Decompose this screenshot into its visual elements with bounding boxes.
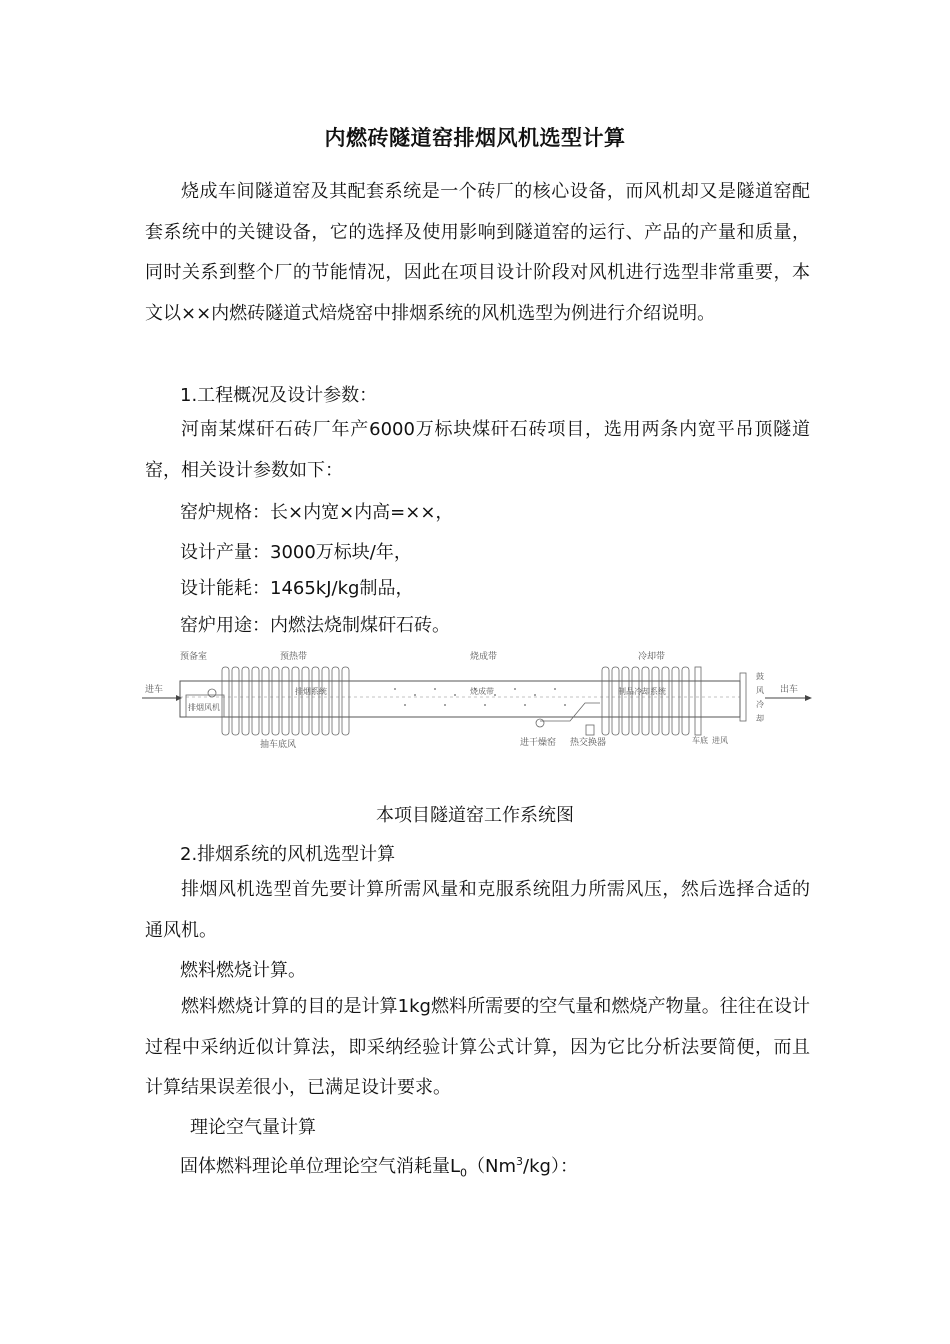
to-dryer-duct	[540, 703, 600, 721]
param-line: 设计能耗：1465kJ/kg制品，	[180, 578, 414, 599]
param-line: 窑炉规格：长×内宽×内高=××，	[180, 502, 454, 523]
fan-label: 排烟风机	[188, 703, 220, 712]
exit-arrowhead	[805, 695, 812, 701]
blower-label: 却	[756, 714, 764, 723]
preheat-ducts	[222, 667, 349, 735]
param-line: 设计产量：3000万标块/年，	[180, 542, 412, 563]
zone-label: 烧成带	[470, 652, 498, 662]
formula-line	[180, 1152, 578, 1180]
param-line: 窑炉用途：内燃法烧制煤矸石砖。	[180, 615, 450, 636]
bottom-air-label: 抽车底风	[260, 740, 297, 750]
formula-superscript: 3	[516, 1155, 524, 1168]
diagram-caption: 本项目隧道窑工作系统图	[376, 805, 574, 826]
blower-label: 鼓	[756, 672, 764, 681]
formula-prefix: 固体燃料理论单位理论空气消耗量L	[180, 1156, 461, 1177]
dryer-fan-symbol	[536, 719, 544, 727]
zone-label: 冷却带	[638, 652, 666, 662]
entry-label: 进车	[145, 685, 164, 695]
formula-middle: （Nm	[467, 1156, 517, 1177]
to-dryer-label: 进干燥窑	[520, 738, 557, 748]
section2-heading: 2.排烟系统的风机选型计算	[180, 844, 396, 865]
formula-suffix: /kg）：	[523, 1156, 578, 1177]
cooling-ducts	[602, 667, 689, 735]
blower-label: 风	[756, 686, 764, 695]
zone-label: 预备室	[180, 652, 208, 662]
car-bottom-label: 车底	[692, 736, 708, 745]
firing-label: 烧成带	[470, 687, 494, 696]
combustion-heading: 燃料燃烧计算。	[180, 960, 306, 981]
exit-label: 出车	[780, 685, 799, 695]
cooling-system-label: 制品冷却系统	[618, 687, 666, 696]
exit-stacks	[695, 667, 746, 735]
heat-exchanger-box	[586, 725, 594, 735]
section1-heading: 1.工程概况及设计参数：	[180, 385, 378, 406]
section1-paragraph: 河南某煤矸石砖厂年产6000万标块煤矸石砖项目，选用两条内宽平吊顶隧道窑，相关设计参数如下：	[145, 419, 810, 481]
air-in-label: 进风	[712, 736, 728, 745]
document-title: 内燃砖隧道窑排烟风机选型计算	[324, 126, 626, 150]
heat-exchanger-label: 热交换器	[570, 738, 607, 748]
kiln-system-diagram	[140, 643, 820, 758]
blower-label: 冷	[756, 700, 764, 709]
smoke-system-label: 排烟系统	[295, 687, 327, 696]
section2-paragraph: 排烟风机选型首先要计算所需风量和克服系统阻力所需风压，然后选择合适的通风机。	[145, 879, 810, 941]
theory-heading: 理论空气量计算	[190, 1117, 316, 1138]
intro-paragraph: 烧成车间隧道窑及其配套系统是一个砖厂的核心设备，而风机却又是隧道窑配套系统中的关键设备，它的选择及使用影响到隧道窑的运行、产品的产量和质量，同时关系到整个厂的节能情况，因此在项目设计阶段对风机进行选型非常重要，本文以××内燃砖隧道式焙烧窑中排烟系统的风机选型为例进行介绍说明。	[145, 181, 810, 324]
fan-symbol	[208, 689, 216, 697]
entry-arrowhead	[176, 695, 182, 701]
zone-label: 预热带	[280, 652, 308, 662]
formula-subscript: 0	[460, 1166, 468, 1180]
combustion-paragraph: 燃料燃烧计算的目的是计算1kg燃料所需要的空气量和燃烧产物量。往往在设计过程中采纳近似计算法，即采纳经验计算公式计算，因为它比分析法要简便，而且计算结果误差很小，已满足设计要求。	[145, 996, 810, 1098]
